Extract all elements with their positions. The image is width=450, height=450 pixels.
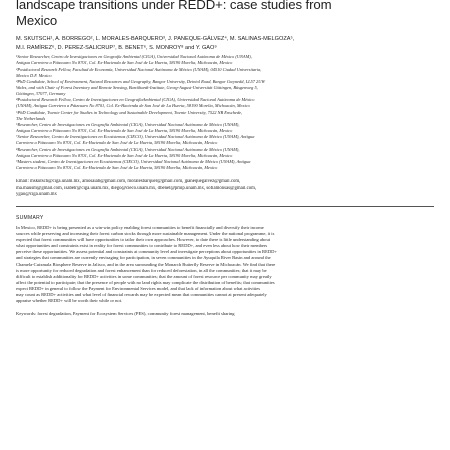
affiliation-line: ⁶Researcher, Centro de Investigaciones en Geografía Ambiental (CIGA), Universidad Nacional Autónoma de México (UNAM),: [16, 121, 240, 127]
keywords: [16, 311, 434, 317]
section-divider: [16, 206, 434, 207]
affiliation-line: ⁹Masters student, Centro de Investigaciones en Ecosistemas (CIECO), Universidad Nacional Autónoma de México (UNAM), Antigua: [16, 158, 251, 164]
summary-line: what opportunities and constraints exist in reality for forest communities to contribute to REDD+, and even less about how their members: [16, 243, 268, 249]
affiliation-line: Göttingen, 37077, Germany: [16, 91, 66, 97]
affiliation-line: ¹Senior Researcher, Centro de Investigaciones en Geografía Ambiental (CIGA), Universidad Nacional Autónoma de México (UNAM),: [16, 54, 252, 60]
summary-text: [16, 225, 434, 304]
affiliation-line: Antigua Carretera a Pátzcuaro No 8701, Col. Ex-Hacienda de San José de La Huerta, 58190 Morelia, Michoacán, Mexico: [16, 128, 233, 134]
summary-line: appraise whether REDD+ will be worth their while or not.: [16, 298, 123, 304]
summary-heading: SUMMARY: [16, 214, 44, 221]
email-line: ygao@ciga.unam.mx: [16, 192, 57, 198]
affiliation-line: Carretera a Pátzcuaro No 8701, Col. Ex-Hacienda de San José de La Huerta, 58190 Morelia, Michoacán, Mexico: [16, 165, 218, 170]
title-line: Mexico: [16, 12, 58, 28]
affiliation-line: Mexico D.F. Mexico: [16, 72, 52, 78]
affiliation-line: ⁴Postdoctoral Research Fellow, Centro de Investigaciones en GeografíaAmbiental (CIGA), Universidad Nacional Autónoma de México: [16, 97, 255, 103]
summary-line: is more opportunity for reduced degradation and forest enhancement than for reduced deforestation, in all the communities; that it may be: [16, 267, 267, 273]
summary-line: perceive these opportunities. We assess potential and constraints at community level and investigate perceptions about opportunities in REDD+: [16, 249, 277, 255]
summary-line: expected that forest communities will have opportunities to tailor their own approaches. However, to date there is little understanding about: [16, 237, 270, 243]
authors-line: M. SKUTSCH¹, A. BORREGO², L. MORALES-BARQUERO³, J. PANEQUE-GÁLVEZ⁴, M. SALINAS-MELGOZA⁵,: [16, 36, 295, 42]
summary-line: affect the potential to participate; that the presence of people with no land rights may complicate the distribution of benefits; that communities: [16, 279, 275, 285]
paper-title: [16, 0, 434, 28]
summary-line: sources while preserving and increasing their forest carbon stocks through more sustainable management. Under the national programme, it is: [16, 231, 275, 237]
summary-line: and strategies that communities are currently envisaging for participation, in seven communities in the Ayuquila River Basin and around the: [16, 255, 271, 261]
affiliation-line: ³PhD Candidate, School of Environment, Natural Resources and Geography, Bangor University, Deiniol Road, Bangor Gwynedd, LL57 2UW: [16, 78, 266, 84]
affiliation-line: ⁵PhD Candidate, Twente Center for Studies in Technology and Sustainable Development, Twente University, 7522 NB Enschede,: [16, 109, 243, 115]
affiliations: [16, 54, 430, 171]
author-list: [16, 35, 428, 52]
affiliation-line: Antigua Carretera a Pátzcuaro No 8701, Col. Ex-Hacienda de San José de La Huerta, 58190 Morelia, Michoacán, Mexico: [16, 152, 233, 158]
summary-line: Chamela-Cuixmala Biosphere Reserve in Jalisco, and in the area surrounding the Monarch Butterfly Reserve in Michoacán. We find that there: [16, 261, 276, 267]
summary-line: difficult to establish additionality for REDD+ activities in some communities; that the amount of forest resource per community may greatly: [16, 273, 272, 279]
affiliation-line: The Netherlands: [16, 115, 46, 121]
affiliation-line: ⁸Researcher, Centro de Investigaciones en Geografía Ambiental (CIGA), Universidad Nacional Autónoma de México (UNAM),: [16, 146, 240, 152]
title-line: landscape transitions under REDD+: case studies from: [16, 0, 332, 12]
email-line: Email: mskutsch@ciga.unam.mx, amosaiab@gmail.com, moralesbarquer@gmail.com, jpanequegalvez@gmail.com,: [16, 179, 241, 185]
authors-line: M.I. RAMÍREZ⁶, D. PEREZ-SALICRUP⁷, B. BENET⁶, S. MONROY⁸ and Y. GAO⁹: [16, 44, 217, 51]
affiliation-line: Antigua Carretera a Pátzcuaro No 8701, Col. Ex-Hacienda de San José de La Huerta, 58190 Morelia, Michoacán, Mexico: [16, 60, 233, 66]
keywords-label: Keywords:: [16, 311, 37, 317]
summary-line: may count as REDD+ activities and what level of financial rewards may be expected mean that communities cannot at present adequately: [16, 291, 267, 297]
email-block: [16, 179, 430, 199]
affiliation-line: ²Postdoctoral Research Fellow, Facultad de Economía, Universidad Nacional Autónoma de México (UNAM), 04510 Ciudad Universitaria,: [16, 66, 262, 72]
affiliation-line: (UNAM), Antigua Carretera a Pátzcuaro No 8701, Col. Ex-Hacienda de San José de La Huerta, 58190 Morelia, Michoacán, Mexico: [16, 103, 250, 109]
summary-line: expect REDD+ in general to follow the Payment for Environmental Services model, and that lack of information about what activities: [16, 285, 260, 291]
affiliation-line: Wales, and with Chair of Forest Inventory and Remote Sensing, Burckhardt-Institute, Georg-August-Universität Göttingen, Büsgenweg 5,: [16, 84, 258, 90]
email-line: ma.mausm@gmail.com, isabelr@ciga.unam.mx, diego@cieco.unam.mx, dbenet@pmip.unam.mx, sofiamonsas@gmail.com,: [16, 185, 257, 191]
affiliation-line: ⁷Senior Researcher, Centro de Investigaciones en Ecosistemas (CIECO), Universidad Nacional Autónoma de México (UNAM), Antigua: [16, 134, 255, 140]
summary-line: In Mexico, REDD+ is being presented as a win-win policy enabling forest communities to benefit financially and diversify their income: [16, 224, 264, 230]
keywords-text: forest degradation, Payment for Ecosystem Services (PES), community forest management, benefit sharing: [37, 311, 235, 317]
affiliation-line: Carretera a Pátzcuaro No 8701, Col. Ex-Hacienda de San José de La Huerta, 58190 Morelia, Michoacán, Mexico: [16, 140, 218, 146]
